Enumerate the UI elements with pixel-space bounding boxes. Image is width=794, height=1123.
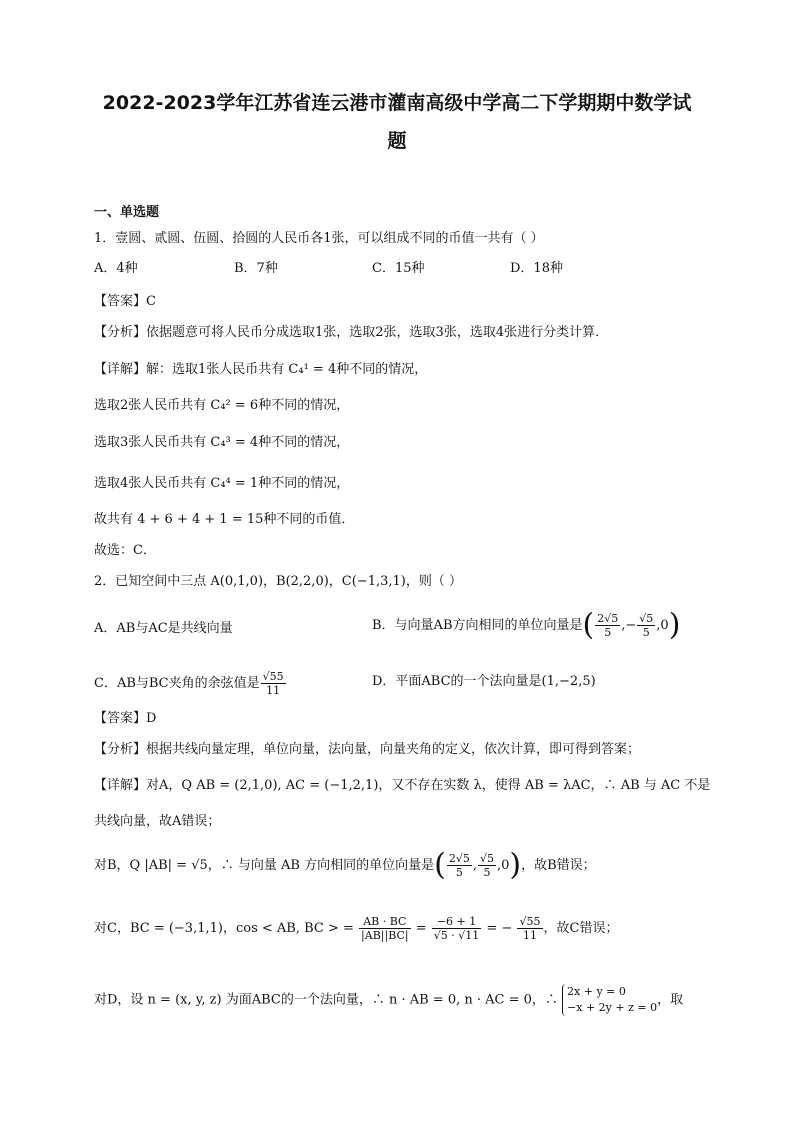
answer-tag: 【答案】	[94, 294, 147, 309]
q1-option-d: D．18种	[510, 261, 563, 276]
fraction: $\frac{-6 + 1}{√5 \cdot √11}$	[433, 915, 480, 942]
q2-detail-a-line-1	[94, 776, 710, 796]
q1-option-b: B．7种	[234, 261, 278, 276]
q2-analysis	[94, 740, 640, 760]
q2-detail-a-line-2: 共线向量，故A错误；	[94, 814, 221, 829]
q2-option-b: B．与向量AB方向相同的单位向量是( $\frac{2√5}{5}$ ,− $\frac{√5}{5}$ ,0)	[372, 607, 681, 643]
q1-answer	[94, 292, 156, 312]
fraction: $\frac{2√5}{5}$	[597, 612, 619, 639]
q2-stem: 2．已知空间中三点 A(0,1,0)，B(2,2,0)，C(−1,3,1)，则（ ）	[94, 574, 462, 589]
q2-detail-d: 对D，设 n = (x, y, z) 为面ABC的一个法向量，∴ n · AB = 0, n · AC = 0，∴ 2x + y = 0 −x + 2y + z = 0 ，取	[94, 985, 684, 1014]
fraction: $\frac{√5}{5}$	[479, 852, 494, 879]
q2-option-d: D．平面ABC的一个法向量是(1,−2,5)	[372, 674, 596, 689]
analysis-tag: 【分析】	[94, 325, 147, 340]
q1-analysis	[94, 323, 608, 343]
q2-detail-b: 对B，Q |AB| = √5，∴ 与向量 AB 方向相同的单位向量是( $\frac{2√5}{5}$ , $\frac{√5}{5}$ ,0)，故B错误；	[94, 847, 596, 883]
detail-tag: 【详解】	[94, 362, 147, 377]
title-line-2: 题	[387, 130, 407, 152]
q1-detail-line-2: 选取2张人民币共有 C₄² = 6种不同的情况，	[94, 398, 350, 413]
q1-detail-line-3: 选取3张人民币共有 C₄³ = 4种不同的情况，	[94, 435, 350, 450]
analysis-text: 根据共线向量定理，单位向量，法向量，向量夹角的定义，依次计算，即可得到答案；	[146, 742, 641, 757]
q2-option-a: A．AB与AC是共线向量	[94, 621, 233, 636]
analysis-text: 依据题意可将人民币分成选取1张，选取2张，选取3张，选取4张进行分类计算．	[146, 325, 609, 340]
q1-stem: 1．壹圆、贰圆、伍圆、拾圆的人民币各1张，可以组成不同的币值一共有（ ）	[94, 231, 544, 246]
equation-system: 2x + y = 0 −x + 2y + z = 0	[562, 984, 657, 1016]
q2-answer	[94, 709, 156, 729]
q2-option-c-text: C．AB与BC夹角的余弦值是	[94, 676, 260, 691]
q1-detail-line-5: 故共有 4 + 6 + 4 + 1 = 15种不同的币值．	[94, 512, 355, 527]
q1-detail-line-6: 故选：C．	[94, 543, 156, 558]
fraction: $\frac{2√5}{5}$	[448, 852, 470, 879]
fraction: $\frac{√55}{11}$	[262, 670, 284, 697]
q2-detail-c: 对C，BC = (−3,1,1)，cos < AB, BC > = $\frac{AB \cdot BC}{|AB||BC|}$ = $\frac{-6 + 1}{√5 \cdot √11}$ = − $\frac{√55}{11}$ ，故C错误；	[94, 915, 619, 942]
answer-tag: 【答案】	[94, 711, 147, 726]
fraction: $\frac{AB \cdot BC}{|AB||BC|}$	[361, 915, 409, 942]
answer-value: D	[146, 711, 157, 726]
detail-text: 对A，Q AB = (2,1,0), AC = (−1,2,1)，又不存在实数 λ，使得 AB = λAC，∴ AB 与 AC 不是	[146, 778, 711, 793]
detail-tag: 【详解】	[94, 778, 147, 793]
q1-detail-line-4: 选取4张人民币共有 C₄⁴ = 1种不同的情况，	[94, 476, 350, 491]
q2-option-c	[94, 670, 287, 697]
analysis-tag: 【分析】	[94, 742, 147, 757]
section-heading: 一、单选题	[94, 205, 160, 220]
fraction: $\frac{√55}{11}$	[519, 915, 541, 942]
title-line-1: 2022-2023学年江苏省连云港市灌南高级中学高二下学期期中数学试	[102, 92, 692, 114]
answer-value: C	[146, 294, 156, 309]
detail-text: 解：选取1张人民币共有 C₄¹ = 4种不同的情况，	[146, 362, 428, 377]
q1-option-c: C．15种	[372, 261, 425, 276]
q1-option-a: A．4种	[94, 261, 138, 276]
q1-detail-line-1	[94, 360, 427, 380]
q2-option-b-text: B．与向量AB方向相同的单位向量是	[372, 618, 583, 633]
document-title	[60, 84, 734, 160]
fraction: $\frac{√5}{5}$	[639, 612, 654, 639]
